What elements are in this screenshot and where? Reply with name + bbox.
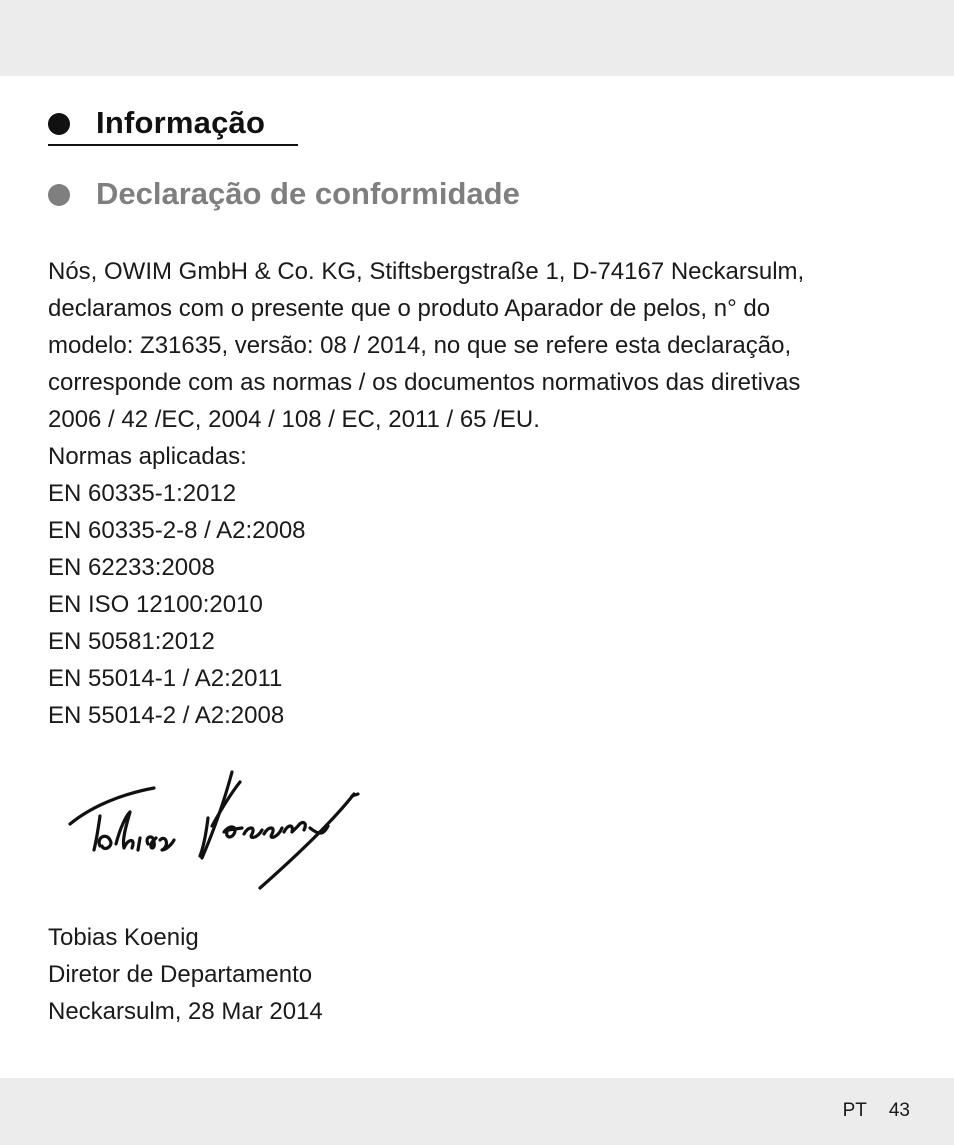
section-heading-declaration <box>48 172 520 216</box>
heading-underline <box>48 144 298 146</box>
language-code: PT <box>842 1100 867 1121</box>
text-line: corresponde com as normas / os documentos normativos das diretivas <box>48 369 801 396</box>
signer-place-date: Neckarsulm, 28 Mar 2014 <box>48 998 323 1025</box>
handwritten-signature <box>62 742 372 892</box>
section-heading-information <box>48 100 265 146</box>
signer-title: Diretor de Departamento <box>48 961 313 988</box>
standard-line: EN 60335-1:2012 <box>48 480 237 507</box>
standard-line: EN 50581:2012 <box>48 628 215 655</box>
text-line: Nós, OWIM GmbH & Co. KG, Stiftsbergstraße 1, D-74167 Neckarsulm, <box>48 258 805 285</box>
signer-block <box>48 919 323 1030</box>
signer-name: Tobias Koenig <box>48 924 199 951</box>
text-line: modelo: Z31635, versão: 08 / 2014, no que se refere esta declaração, <box>48 332 792 359</box>
page-number: 43 <box>888 1100 910 1121</box>
text-line: Normas aplicadas: <box>48 443 247 470</box>
standard-line: EN 62233:2008 <box>48 554 215 581</box>
bottom-band <box>0 1078 954 1145</box>
section-title: Informação <box>96 105 266 140</box>
top-band <box>0 0 954 76</box>
bullet-icon <box>48 113 70 135</box>
standard-line: EN ISO 12100:2010 <box>48 591 263 618</box>
subsection-title: Declaração de conformidade <box>96 176 520 211</box>
bullet-icon <box>48 184 70 206</box>
standard-line: EN 55014-1 / A2:2011 <box>48 665 283 692</box>
page-footer <box>843 1100 910 1122</box>
text-line: 2006 / 42 /EC, 2004 / 108 / EC, 2011 / 65 /EU. <box>48 406 540 433</box>
standard-line: EN 60335-2-8 / A2:2008 <box>48 517 306 544</box>
standard-line: EN 55014-2 / A2:2008 <box>48 702 285 729</box>
text-line: declaramos com o presente que o produto Aparador de pelos, n° do <box>48 295 771 322</box>
declaration-text <box>48 253 918 734</box>
